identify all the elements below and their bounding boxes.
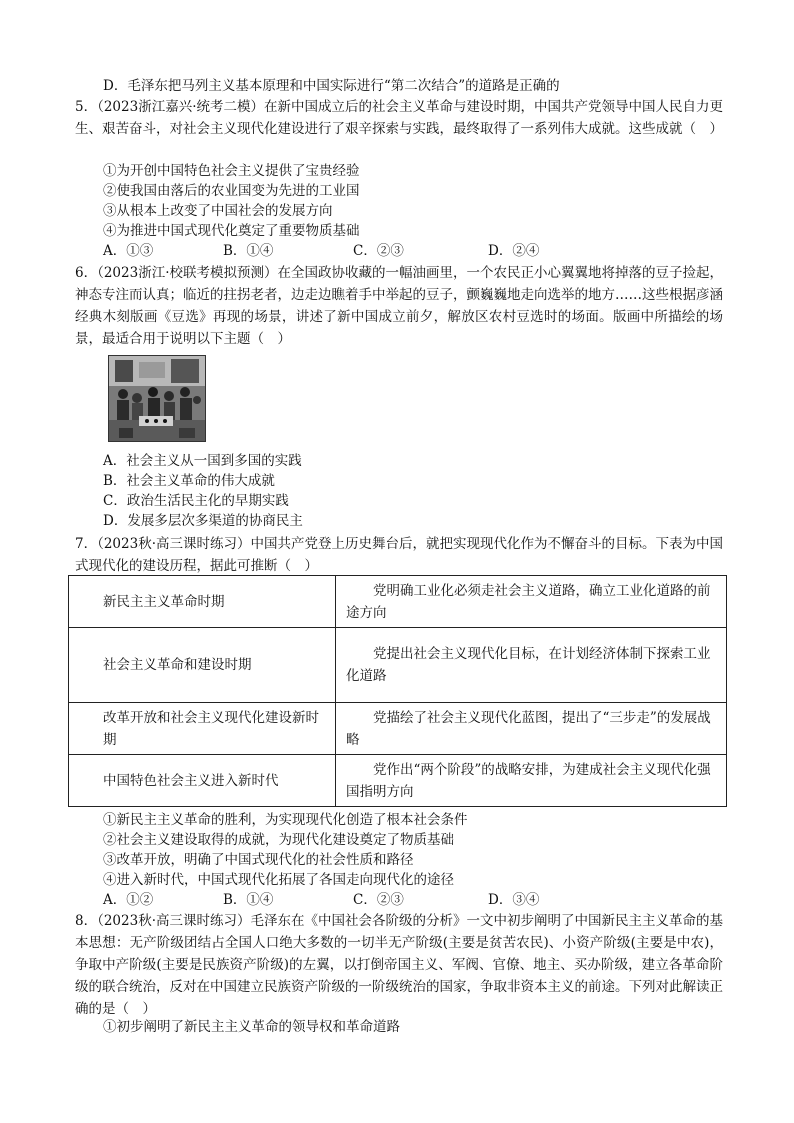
q7-option-a: A．①② [103, 892, 154, 908]
q6-option-d: D．发展多层次多渠道的协商民主 [103, 513, 303, 529]
table-cell-period: 新民主主义革命时期 [69, 576, 336, 628]
q7-item-4: ④进入新时代，中国式现代化拓展了各国走向现代化的途径 [103, 872, 454, 888]
q4-option-d: D．毛泽东把马列主义基本原理和中国实际进行“第二次结合”的道路是正确的 [103, 78, 560, 94]
q5-options [103, 241, 663, 261]
table-row [69, 703, 727, 755]
table-cell-period: 改革开放和社会主义现代化建设新时期 [69, 703, 336, 755]
table-cell-period: 中国特色社会主义进入新时代 [69, 755, 336, 807]
table-row [69, 755, 727, 807]
q7-item-1: ①新民主主义革命的胜利，为实现现代化创造了根本社会条件 [103, 812, 468, 828]
table-row [69, 628, 727, 703]
q5-option-d: D．②④ [488, 243, 540, 259]
q7-item-3: ③改革开放，明确了中国式现代化的社会性质和路径 [103, 852, 414, 868]
q8-item-1: ①初步阐明了新民主主义革命的领导权和革命道路 [103, 1019, 400, 1035]
bean-election-woodcut-image [109, 356, 205, 441]
q6-option-b: B．社会主义革命的伟大成就 [103, 473, 275, 489]
q7-option-b: B．①④ [223, 892, 274, 908]
q6-stem: 6．（2023浙江·校联考模拟预测）在全国政协收藏的一幅油画里，一个农民正小心翼翼地将掉落的豆子捡起，神态专注而认真；临近的拄拐老者，边走边瞧着手中举起的豆子，颤巍巍地走向选举的地方……这些根据彦涵经典木刻版画《豆选》再现的场景，讲述了新中国成立前夕，解放区农村豆选时的场面。版画中所描绘的场景，最适合用于说明以下主题（ ） [75, 265, 723, 347]
q5-option-b: B．①④ [223, 243, 274, 259]
q5-option-a: A．①③ [103, 243, 154, 259]
modernization-history-table [68, 575, 727, 807]
table-row [69, 576, 727, 628]
q8-stem: 8．（2023秋·高三课时练习）毛泽东在《中国社会各阶级的分析》一文中初步阐明了中国新民主主义革命的基本思想：无产阶级团结占全国人口绝大多数的一切半无产阶级(主要是贫苦农民)、小资产阶级(主要是中农)，争取中产阶级(主要是民族资产阶级)的左翼，以打倒帝国主义、军阀、官僚、地主、买办阶级，建立各革命阶级的联合统治，反对在中国建立民族资产阶级的一阶级统治的国家，争取非资本主义的前途。下列对此解读正确的是（ ） [75, 913, 723, 1017]
q7-option-c: C．②③ [353, 892, 404, 908]
table-cell-content: 党提出社会主义现代化目标，在计划经济体制下探索工业化道路 [336, 628, 727, 703]
table-cell-content: 党明确工业化必须走社会主义道路，确立工业化道路的前途方向 [336, 576, 727, 628]
q7-option-d: D．③④ [488, 892, 540, 908]
q5-item-4: ④为推进中国式现代化奠定了重要物质基础 [103, 223, 360, 239]
q7-options [103, 890, 663, 910]
q6-option-a: A．社会主义从一国到多国的实践 [103, 453, 302, 469]
q5-item-1: ①为开创中国特色社会主义提供了宝贵经验 [103, 163, 360, 179]
woodcut-picture [108, 355, 206, 442]
q5-item-3: ③从根本上改变了中国社会的发展方向 [103, 203, 333, 219]
q5-stem: 5．（2023浙江嘉兴·统考二模）在新中国成立后的社会主义革命与建设时期，中国共产党领导中国人民自力更生、艰苦奋斗，对社会主义现代化建设进行了艰辛探索与实践，最终取得了一系列伟大成就。这些成就（ ） [75, 99, 723, 137]
q6-option-c: C．政治生活民主化的早期实践 [103, 493, 289, 509]
q5-option-c: C．②③ [353, 243, 404, 259]
q5-item-2: ②使我国由落后的农业国变为先进的工业国 [103, 183, 360, 199]
q7-stem: 7．（2023秋·高三课时练习）中国共产党登上历史舞台后，就把实现现代化作为不懈奋斗的目标。下表为中国式现代化的建设历程，据此可推断（ ） [75, 536, 723, 574]
table-cell-period: 社会主义革命和建设时期 [69, 628, 336, 703]
q7-item-2: ②社会主义建设取得的成就，为现代化建设奠定了物质基础 [103, 832, 454, 848]
table-cell-content: 党描绘了社会主义现代化蓝图，提出了“三步走”的发展战略 [336, 703, 727, 755]
table-cell-content: 党作出“两个阶段”的战略安排，为建成社会主义现代化强国指明方向 [336, 755, 727, 807]
